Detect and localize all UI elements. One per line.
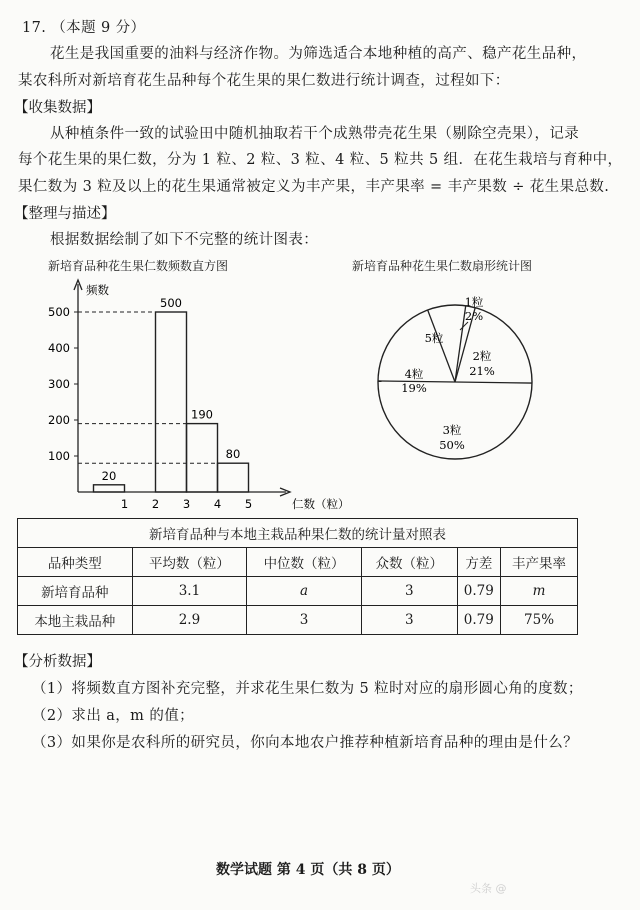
- pie-slice-label: 1粒: [464, 295, 484, 309]
- table-cell: 0.79: [457, 577, 500, 606]
- pie-slice-label: 4粒: [404, 367, 424, 381]
- table-header-row: [18, 548, 578, 577]
- comparison-table: [17, 518, 578, 635]
- x-tick-label: 3: [182, 497, 191, 511]
- pie-slice-edge: [455, 382, 532, 383]
- histogram-bar: [156, 312, 187, 492]
- table-cell: 本地主栽品种: [18, 606, 133, 635]
- pie-slice-label: 2粒: [472, 349, 492, 363]
- table-cell: m: [501, 577, 578, 606]
- x-tick-label: 4: [213, 497, 222, 511]
- page-footer: 数学试题 第 4 页（共 8 页）: [216, 862, 400, 878]
- y-tick-label: 500: [48, 305, 70, 319]
- table-cell: 新培育品种: [18, 577, 133, 606]
- table-cell: 3: [361, 606, 457, 635]
- table-cell: 3: [247, 606, 362, 635]
- bar-data-label: 190: [191, 407, 213, 422]
- x-tick-label: 1: [120, 497, 129, 511]
- table-cell: 3: [361, 577, 457, 606]
- table-header-cell: 丰产果率: [501, 548, 578, 577]
- table-cell: 75%: [501, 606, 578, 635]
- collect-heading: 【收集数据】: [14, 100, 101, 116]
- table-header-cell: 方差: [457, 548, 500, 577]
- table-header-cell: 品种类型: [18, 548, 133, 577]
- analysis-q2: （2）求出 a，m 的值；: [32, 708, 195, 724]
- analysis-q3: （3）如果你是农科所的研究员，你向本地农户推荐种植新培育品种的理由是什么？: [32, 735, 579, 751]
- table-cell: 0.79: [457, 606, 500, 635]
- table-cell: 3.1: [132, 577, 247, 606]
- pie-title: 新培育品种花生果仁数扇形统计图: [352, 259, 533, 273]
- table-header-cell: 众数（粒）: [361, 548, 457, 577]
- y-axis-label: 频数: [86, 283, 109, 297]
- question-header: [22, 16, 145, 37]
- x-tick-label: 2: [151, 497, 160, 511]
- histogram-bar: [187, 424, 218, 492]
- y-tick-label: 400: [48, 341, 70, 355]
- histogram-bar: [94, 485, 125, 492]
- collect-line-3: 果仁数为 3 粒及以上的花生果通常被定义为丰产果，丰产果率 = 丰产果数 ÷ 花生果总数.: [18, 179, 610, 195]
- question-points: （本题 9 分）: [51, 20, 146, 36]
- y-tick-label: 200: [48, 413, 70, 427]
- x-tick-label: 5: [244, 497, 253, 511]
- intro-line-2: 某农科所对新培育花生品种每个花生果的果仁数进行统计调查，过程如下：: [18, 73, 510, 89]
- pie-slice-edge: [428, 310, 455, 382]
- table-cell: a: [247, 577, 362, 606]
- pie-slice-percent: 21%: [469, 364, 495, 378]
- question-number: 17.: [22, 20, 47, 36]
- histogram-title: 新培育品种花生果仁数频数直方图: [48, 259, 229, 273]
- table-caption: 新培育品种与本地主栽品种果仁数的统计量对照表: [18, 519, 578, 548]
- watermark: 头条 @: [470, 882, 507, 895]
- table-row: [18, 577, 578, 606]
- intro-line-1: 花生是我国重要的油料与经济作物。为筛选适合本地种植的高产、稳产花生品种，: [50, 46, 587, 62]
- analysis-q1: （1）将频数直方图补充完整，并求花生果仁数为 5 粒时对应的扇形圆心角的度数；: [32, 681, 583, 697]
- pie-slice-label: 5粒: [424, 331, 444, 345]
- pie-chart: [370, 282, 590, 482]
- table-header-cell: 平均数（粒）: [132, 548, 247, 577]
- pie-slice-percent: 50%: [439, 438, 465, 452]
- describe-heading: 【整理与描述】: [14, 206, 116, 222]
- collect-line-1: 从种植条件一致的试验田中随机抽取若干个成熟带壳花生果（剔除空壳果），记录: [50, 126, 580, 142]
- bar-data-label: 500: [160, 296, 182, 310]
- x-axis-label: 仁数（粒）: [292, 497, 350, 511]
- pie-slice-label: 3粒: [442, 423, 462, 437]
- bar-data-label: 80: [225, 447, 241, 462]
- pie-leader-line: [460, 322, 468, 330]
- pie-slice-percent: 19%: [401, 381, 427, 395]
- collect-line-2: 每个花生果的果仁数，分为 1 粒、2 粒、3 粒、4 粒、5 粒共 5 组．在花生栽培与育种中，: [18, 152, 623, 168]
- table-cell: 2.9: [132, 606, 247, 635]
- table-header-cell: 中位数（粒）: [247, 548, 362, 577]
- describe-line-1: 根据数据绘制了如下不完整的统计图表：: [50, 232, 319, 248]
- bar-data-label: 20: [101, 468, 117, 483]
- pie-slice-percent: 2%: [464, 309, 484, 323]
- table-row: [18, 606, 578, 635]
- y-tick-label: 100: [48, 449, 70, 463]
- y-tick-label: 300: [48, 377, 70, 391]
- histogram-bar: [218, 463, 249, 492]
- analysis-heading: 【分析数据】: [14, 654, 101, 670]
- histogram-chart: [40, 272, 370, 517]
